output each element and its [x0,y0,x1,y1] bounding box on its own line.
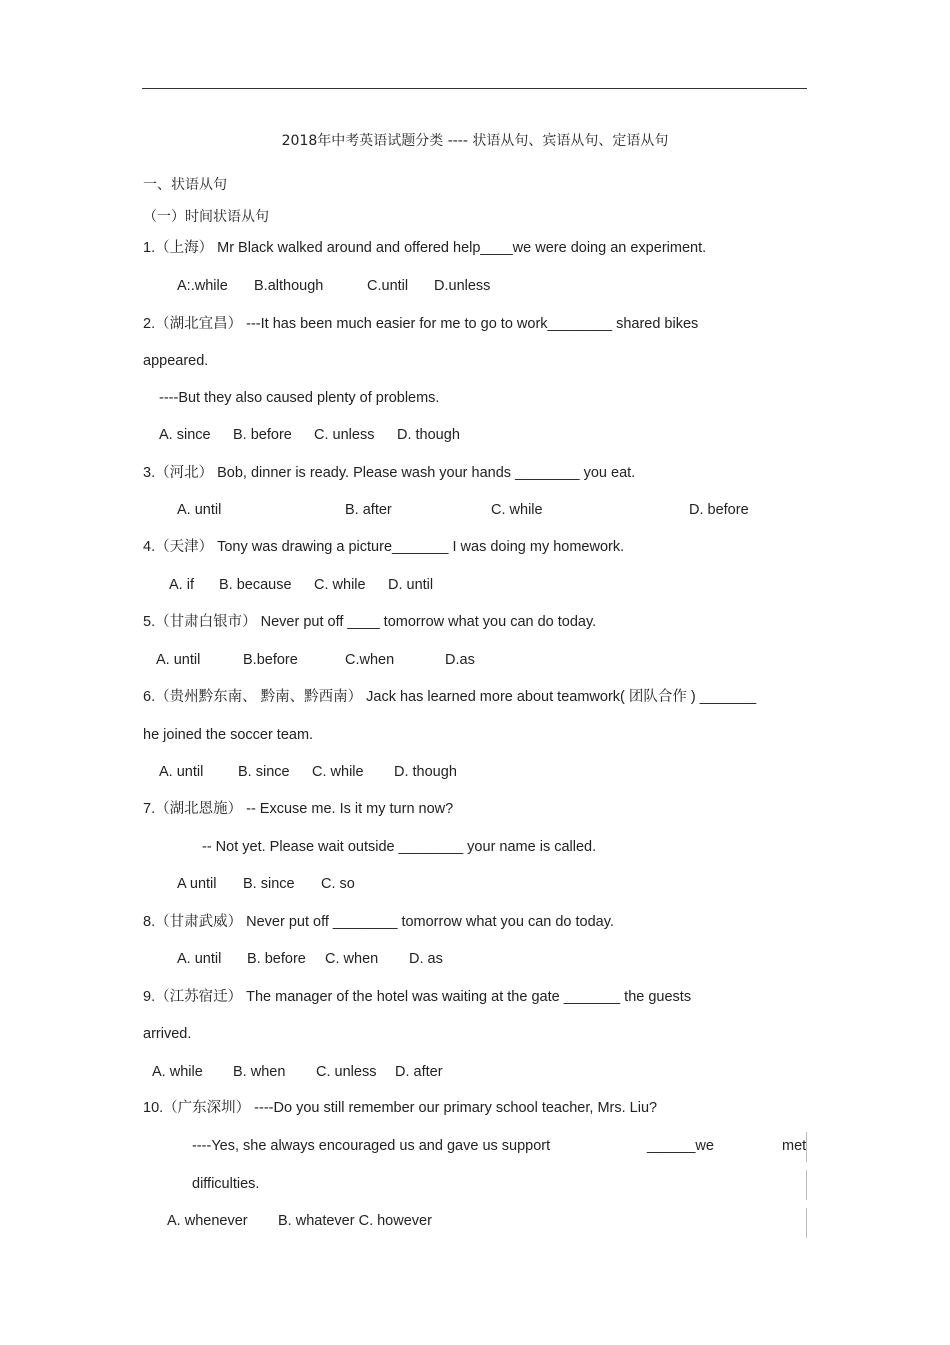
q5-option-c: C.when [345,652,395,668]
section-heading: 一、状语从句 [143,177,227,193]
q8-option-d: D. as [409,951,443,967]
q3-option-d: D. before [689,502,749,518]
q3-option-c: C. while [491,502,543,518]
q7-option-c: C. so [321,876,355,892]
q3-option-a: A. until [177,502,222,518]
question-6-stem: 6.（贵州黔东南、 黔南、黔西南） Jack has learned more about teamwork( 团队合作 ) _______ [143,689,757,705]
q2-option-c: C. unless [314,427,375,443]
q2-option-d: D. though [397,427,460,443]
q3-option-b: B. after [345,502,392,518]
scan-edge-line [806,1132,807,1162]
q4-option-b: B. because [219,577,292,593]
q10-option-bc: B. whatever C. however [278,1213,432,1229]
subsection-heading: （一）时间状语从句 [143,209,269,225]
question-7-stem: 7.（湖北恩施） -- Excuse me. Is it my turn now? [143,801,454,817]
question-2-reply: ----But they also caused plenty of problems. [159,390,440,406]
question-9-stem: 9.（江苏宿迁） The manager of the hotel was waiting at the gate _______ the guests [143,989,692,1005]
q6-option-b: B. since [238,764,290,780]
top-rule [142,88,807,89]
question-10-reply-end: met [782,1138,807,1154]
question-10-reply-cont: difficulties. [192,1176,260,1192]
q5-option-b: B.before [243,652,298,668]
question-5-stem: 5.（甘肃白银市） Never put off ____ tomorrow what you can do today. [143,614,597,630]
question-10-reply: ----Yes, she always encouraged us and gave us support [192,1138,551,1154]
question-2-stem-cont: appeared. [143,353,209,369]
q1-option-b: B.although [254,278,324,294]
question-9-stem-cont: arrived. [143,1026,192,1042]
q4-option-a: A. if [169,577,194,593]
question-6-stem-cont: he joined the soccer team. [143,727,314,743]
question-7-reply: -- Not yet. Please wait outside ________ your name is called. [202,839,597,855]
q6-option-c: C. while [312,764,364,780]
q9-option-d: D. after [395,1064,443,1080]
q1-option-d: D.unless [434,278,491,294]
q7-option-a: A until [177,876,217,892]
question-2-stem: 2.（湖北宜昌） ---It has been much easier for me to go to work________ shared bikes [143,316,699,332]
scan-edge-line [806,1208,807,1238]
q5-option-a: A. until [156,652,201,668]
q10-option-a: A. whenever [167,1213,248,1229]
q7-option-b: B. since [243,876,295,892]
q6-option-a: A. until [159,764,204,780]
q5-option-d: D.as [445,652,475,668]
q8-option-c: C. when [325,951,379,967]
q1-option-a: A:.while [177,278,228,294]
question-4-stem: 4.（天津） Tony was drawing a picture_______ I was doing my homework. [143,539,625,555]
q2-option-b: B. before [233,427,292,443]
question-10-reply-blank: ______we [647,1138,714,1154]
question-1-stem: 1.（上海） Mr Black walked around and offered help____we were doing an experiment. [143,240,707,256]
q8-option-a: A. until [177,951,222,967]
q4-option-d: D. until [388,577,434,593]
question-8-stem: 8.（甘肃武威） Never put off ________ tomorrow what you can do today. [143,914,614,930]
question-10-stem: 10.（广东深圳） ----Do you still remember our primary school teacher, Mrs. Liu? [143,1100,658,1116]
document-title: 2018年中考英语试题分类 ---- 状语从句、宾语从句、定语从句 [281,133,669,149]
q9-option-c: C. unless [316,1064,377,1080]
question-3-stem: 3.（河北） Bob, dinner is ready. Please wash your hands ________ you eat. [143,465,636,481]
scan-edge-line [806,1170,807,1200]
q4-option-c: C. while [314,577,366,593]
q1-option-c: C.until [367,278,409,294]
q2-option-a: A. since [159,427,211,443]
q8-option-b: B. before [247,951,306,967]
q9-option-a: A. while [152,1064,203,1080]
q6-option-d: D. though [394,764,457,780]
q9-option-b: B. when [233,1064,286,1080]
